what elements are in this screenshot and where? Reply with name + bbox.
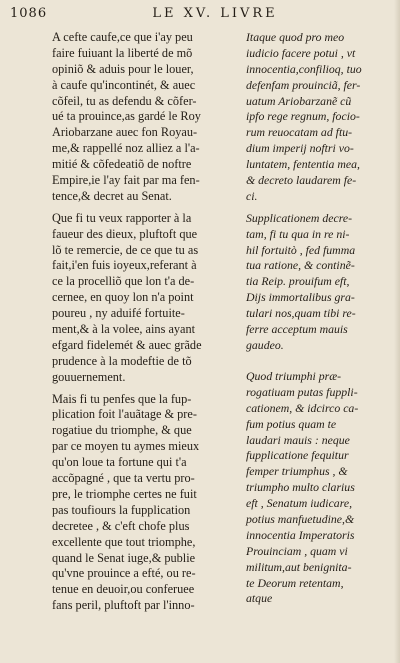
text-line: pas toufiours la fupplication — [52, 502, 191, 517]
text-line: Itaque quod pro meo — [246, 30, 345, 44]
text-line: faire fuiuant la liberté de mõ — [52, 45, 193, 60]
text-line: me,& rappellé noz alliez a l'a- — [52, 141, 200, 156]
text-line: ferre acceptum mauis — [246, 322, 348, 337]
text-line: rogatiuam putas fuppli- — [246, 384, 358, 399]
text-line: Mais fi tu penfes que la fup- — [52, 391, 192, 406]
text-line: mitié & cõfedeatiõ de noftre — [52, 157, 192, 172]
text-line: ipfo rege regnum, focio- — [246, 109, 360, 124]
text-line: innocentia,confilioq, tuo — [246, 61, 362, 76]
text-line: tence,& decret au Senat. — [52, 188, 172, 203]
text-line: iudicio facere potui , vt — [246, 45, 356, 60]
text-line: gouuernement. — [52, 369, 126, 384]
text-line: laudari mauis : neque — [246, 432, 350, 447]
text-line: tua ratione, & continẽ- — [246, 258, 355, 273]
text-line: potius manfuetudine,& — [246, 512, 355, 527]
text-line: poureu , ny aduifé fortuite- — [52, 306, 185, 321]
text-line: accõpagné , que ta vertu pro- — [52, 471, 195, 486]
text-line: rum reuocatam ad ftu- — [246, 125, 353, 140]
text-line: Quod triumphi præ- — [246, 369, 342, 383]
latin-column-bottom — [246, 369, 396, 607]
text-line: gaudeo. — [246, 337, 284, 352]
page-number: 1086 — [10, 6, 48, 21]
text-line: Empire,ie l'ay fait par ma fen- — [52, 173, 200, 188]
text-line: & decreto laudarem fe- — [246, 173, 357, 188]
text-line: prudence à la modeftie de tõ — [52, 353, 192, 368]
text-line: decretee , & c'eft chofe plus — [52, 518, 190, 533]
text-line: faueur des dieux, pluftoft que — [52, 226, 198, 241]
text-line: qu'on loue ta fortune qui t'a — [52, 455, 187, 470]
text-line: tulari nos,quam tibi re- — [246, 306, 356, 321]
text-line: ci. — [246, 188, 258, 203]
text-line: fupplicatione fequitur — [246, 448, 349, 463]
text-line: pre, le triomphe certes ne fuit — [52, 486, 197, 501]
running-title: LE XV. LIVRE — [152, 6, 278, 21]
text-line: fum potius quam te — [246, 416, 337, 431]
text-line: Prouinciam , quam vi — [246, 543, 348, 558]
text-line: triumpho multo clarius — [246, 480, 355, 495]
text-line: plication foit l'auãtage & pre- — [52, 407, 197, 422]
text-line: tia Reip. prouifum eft, — [246, 274, 350, 289]
text-line: cationem, & idcirco ca- — [246, 400, 359, 415]
text-line: innocentia Imperatoris — [246, 527, 355, 542]
text-line: excellente que tout triomphe, — [52, 534, 196, 549]
page-edge — [394, 0, 400, 663]
text-line: opiniõ & aduis pour le louer, — [52, 61, 194, 76]
text-line: Dijs immortalibus gra- — [246, 290, 355, 305]
text-line: eft , Senatum iudicare, — [246, 496, 353, 511]
text-line: ué ta prouince,as gardé le Roy — [52, 109, 201, 124]
text-line: fait,i'en fuis ioyeux,referant à — [52, 258, 197, 273]
text-line: luntatem, fententia mea, — [246, 157, 361, 172]
text-line: atque — [246, 591, 273, 606]
french-column — [52, 30, 232, 614]
text-line: te Deorum retentam, — [246, 575, 344, 590]
text-line: ce la procelliõ que lon t'a de- — [52, 274, 195, 289]
text-line: rogatiue du triomphe, & que — [52, 423, 192, 438]
text-line: dium imperij noftri vo- — [246, 141, 354, 156]
text-line: defenfam prouinciã, fer- — [246, 77, 361, 92]
text-line: Que fi tu veux rapporter à la — [52, 210, 192, 225]
text-line: par ce moyen tu aymes mieux — [52, 439, 200, 454]
latin-column-top — [246, 30, 396, 354]
text-line: lõ te remercie, de ce que tu as — [52, 242, 199, 257]
text-line: qu'vne prouince a efté, ou re- — [52, 566, 196, 581]
text-line: à caufe qu'incontinét, & auec — [52, 77, 196, 92]
text-line: tam, fi tu qua in re ni- — [246, 226, 350, 241]
page-header — [8, 6, 392, 22]
text-line: A cefte caufe,ce que i'ay peu — [52, 30, 193, 44]
text-line: militum,aut benignita- — [246, 559, 352, 574]
text-line: Ariobarzane auec fon Royau- — [52, 125, 198, 140]
text-line: cõfeil, tu as defendu & cõfer- — [52, 93, 197, 108]
text-line: femper triumphus , & — [246, 464, 348, 479]
text-line: efgard fidelemét & auec grãde — [52, 337, 202, 352]
text-line: cernee, en quoy lon n'a point — [52, 290, 194, 305]
text-line: ment,& à la volee, ains ayant — [52, 322, 196, 337]
text-line: quand le Senat iuge,& publie — [52, 550, 196, 565]
text-line: tenue en deuoir,ou conferuee — [52, 582, 195, 597]
text-line: hil fortuitò , fed fumma — [246, 242, 356, 257]
text-line: fans peril, pluftoft par l'inno- — [52, 598, 195, 613]
text-line: Supplicationem decre- — [246, 210, 353, 225]
text-line: uatum Ariobarzanẽ cũ — [246, 93, 352, 108]
